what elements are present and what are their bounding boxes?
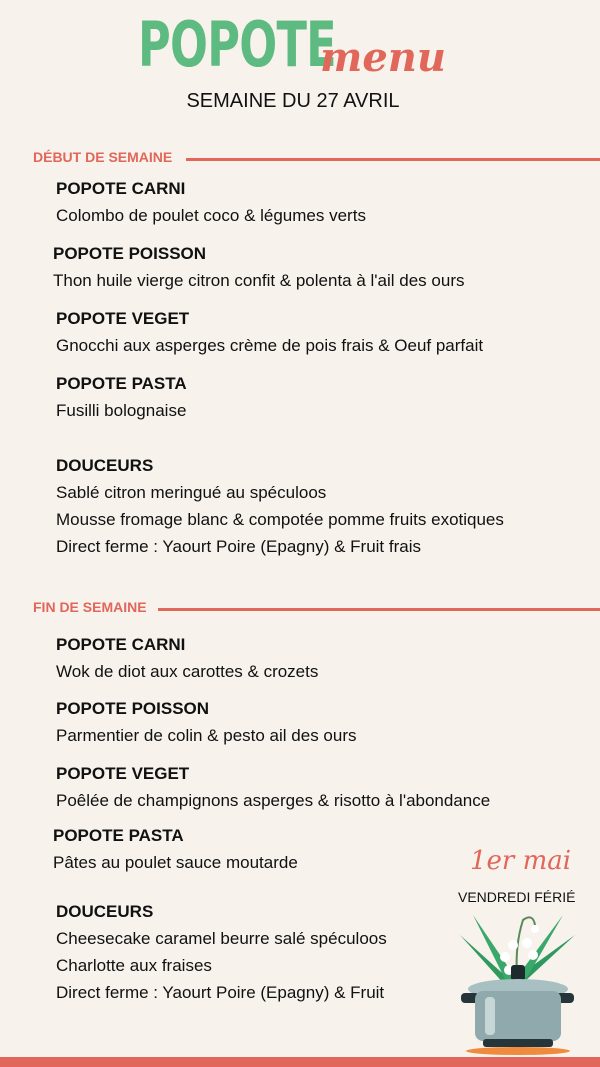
menu-item-description: Fusilli bolognaise [56, 401, 187, 420]
section-heading: FIN DE SEMAINE [33, 599, 147, 615]
section-divider [186, 158, 600, 161]
menu-item-title: POPOTE VEGET [56, 309, 190, 328]
menu-item-description: Pâtes au poulet sauce moutarde [53, 853, 298, 872]
menu-item-title: POPOTE PASTA [56, 374, 187, 393]
menu-item-description: Wok de diot aux carottes & crozets [56, 662, 319, 681]
holiday-label: VENDREDI FÉRIÉ [458, 889, 576, 905]
menu-item-title: DOUCEURS [56, 456, 154, 475]
pot-with-flowers-icon [455, 905, 580, 1055]
menu-item-description: Gnocchi aux asperges crème de pois frais & Oeuf parfait [56, 336, 484, 355]
logo-menu: menu [320, 34, 446, 81]
menu-item-description: Mousse fromage blanc & compotée pomme fruits exotiques [56, 510, 504, 529]
week-subtitle: SEMAINE DU 27 AVRIL [186, 90, 400, 112]
menu-item-description: Direct ferme : Yaourt Poire (Epagny) & Fruit [56, 983, 385, 1002]
menu-item-title: POPOTE CARNI [56, 179, 186, 198]
menu-item-description: Thon huile vierge citron confit & polenta à l'ail des ours [53, 271, 465, 290]
menu-item-title: POPOTE VEGET [56, 764, 190, 783]
bottom-bar [0, 1057, 600, 1067]
menu-item-description: Colombo de poulet coco & légumes verts [56, 206, 366, 225]
menu-item-description: Sablé citron meringué au spéculoos [56, 483, 327, 502]
menu-item-description: Poêlée de champignons asperges & risotto à l'abondance [56, 791, 491, 810]
section-divider [158, 608, 600, 611]
logo-popote: POPOTE [138, 8, 336, 81]
menu-item-title: POPOTE PASTA [53, 826, 184, 845]
section-heading: DÉBUT DE SEMAINE [33, 149, 173, 165]
holiday-date: 1er mai [470, 846, 572, 876]
menu-item-title: POPOTE POISSON [56, 699, 210, 718]
menu-item-title: POPOTE POISSON [53, 244, 207, 263]
menu-item-description: Cheesecake caramel beurre salé spéculoos [56, 929, 387, 948]
menu-item-description: Direct ferme : Yaourt Poire (Epagny) & Fruit frais [56, 537, 421, 556]
menu-item-description: Charlotte aux fraises [56, 956, 212, 975]
menu-item-title: POPOTE CARNI [56, 635, 186, 654]
menu-item-title: DOUCEURS [56, 902, 154, 921]
menu-item-description: Parmentier de colin & pesto ail des ours [56, 726, 357, 745]
